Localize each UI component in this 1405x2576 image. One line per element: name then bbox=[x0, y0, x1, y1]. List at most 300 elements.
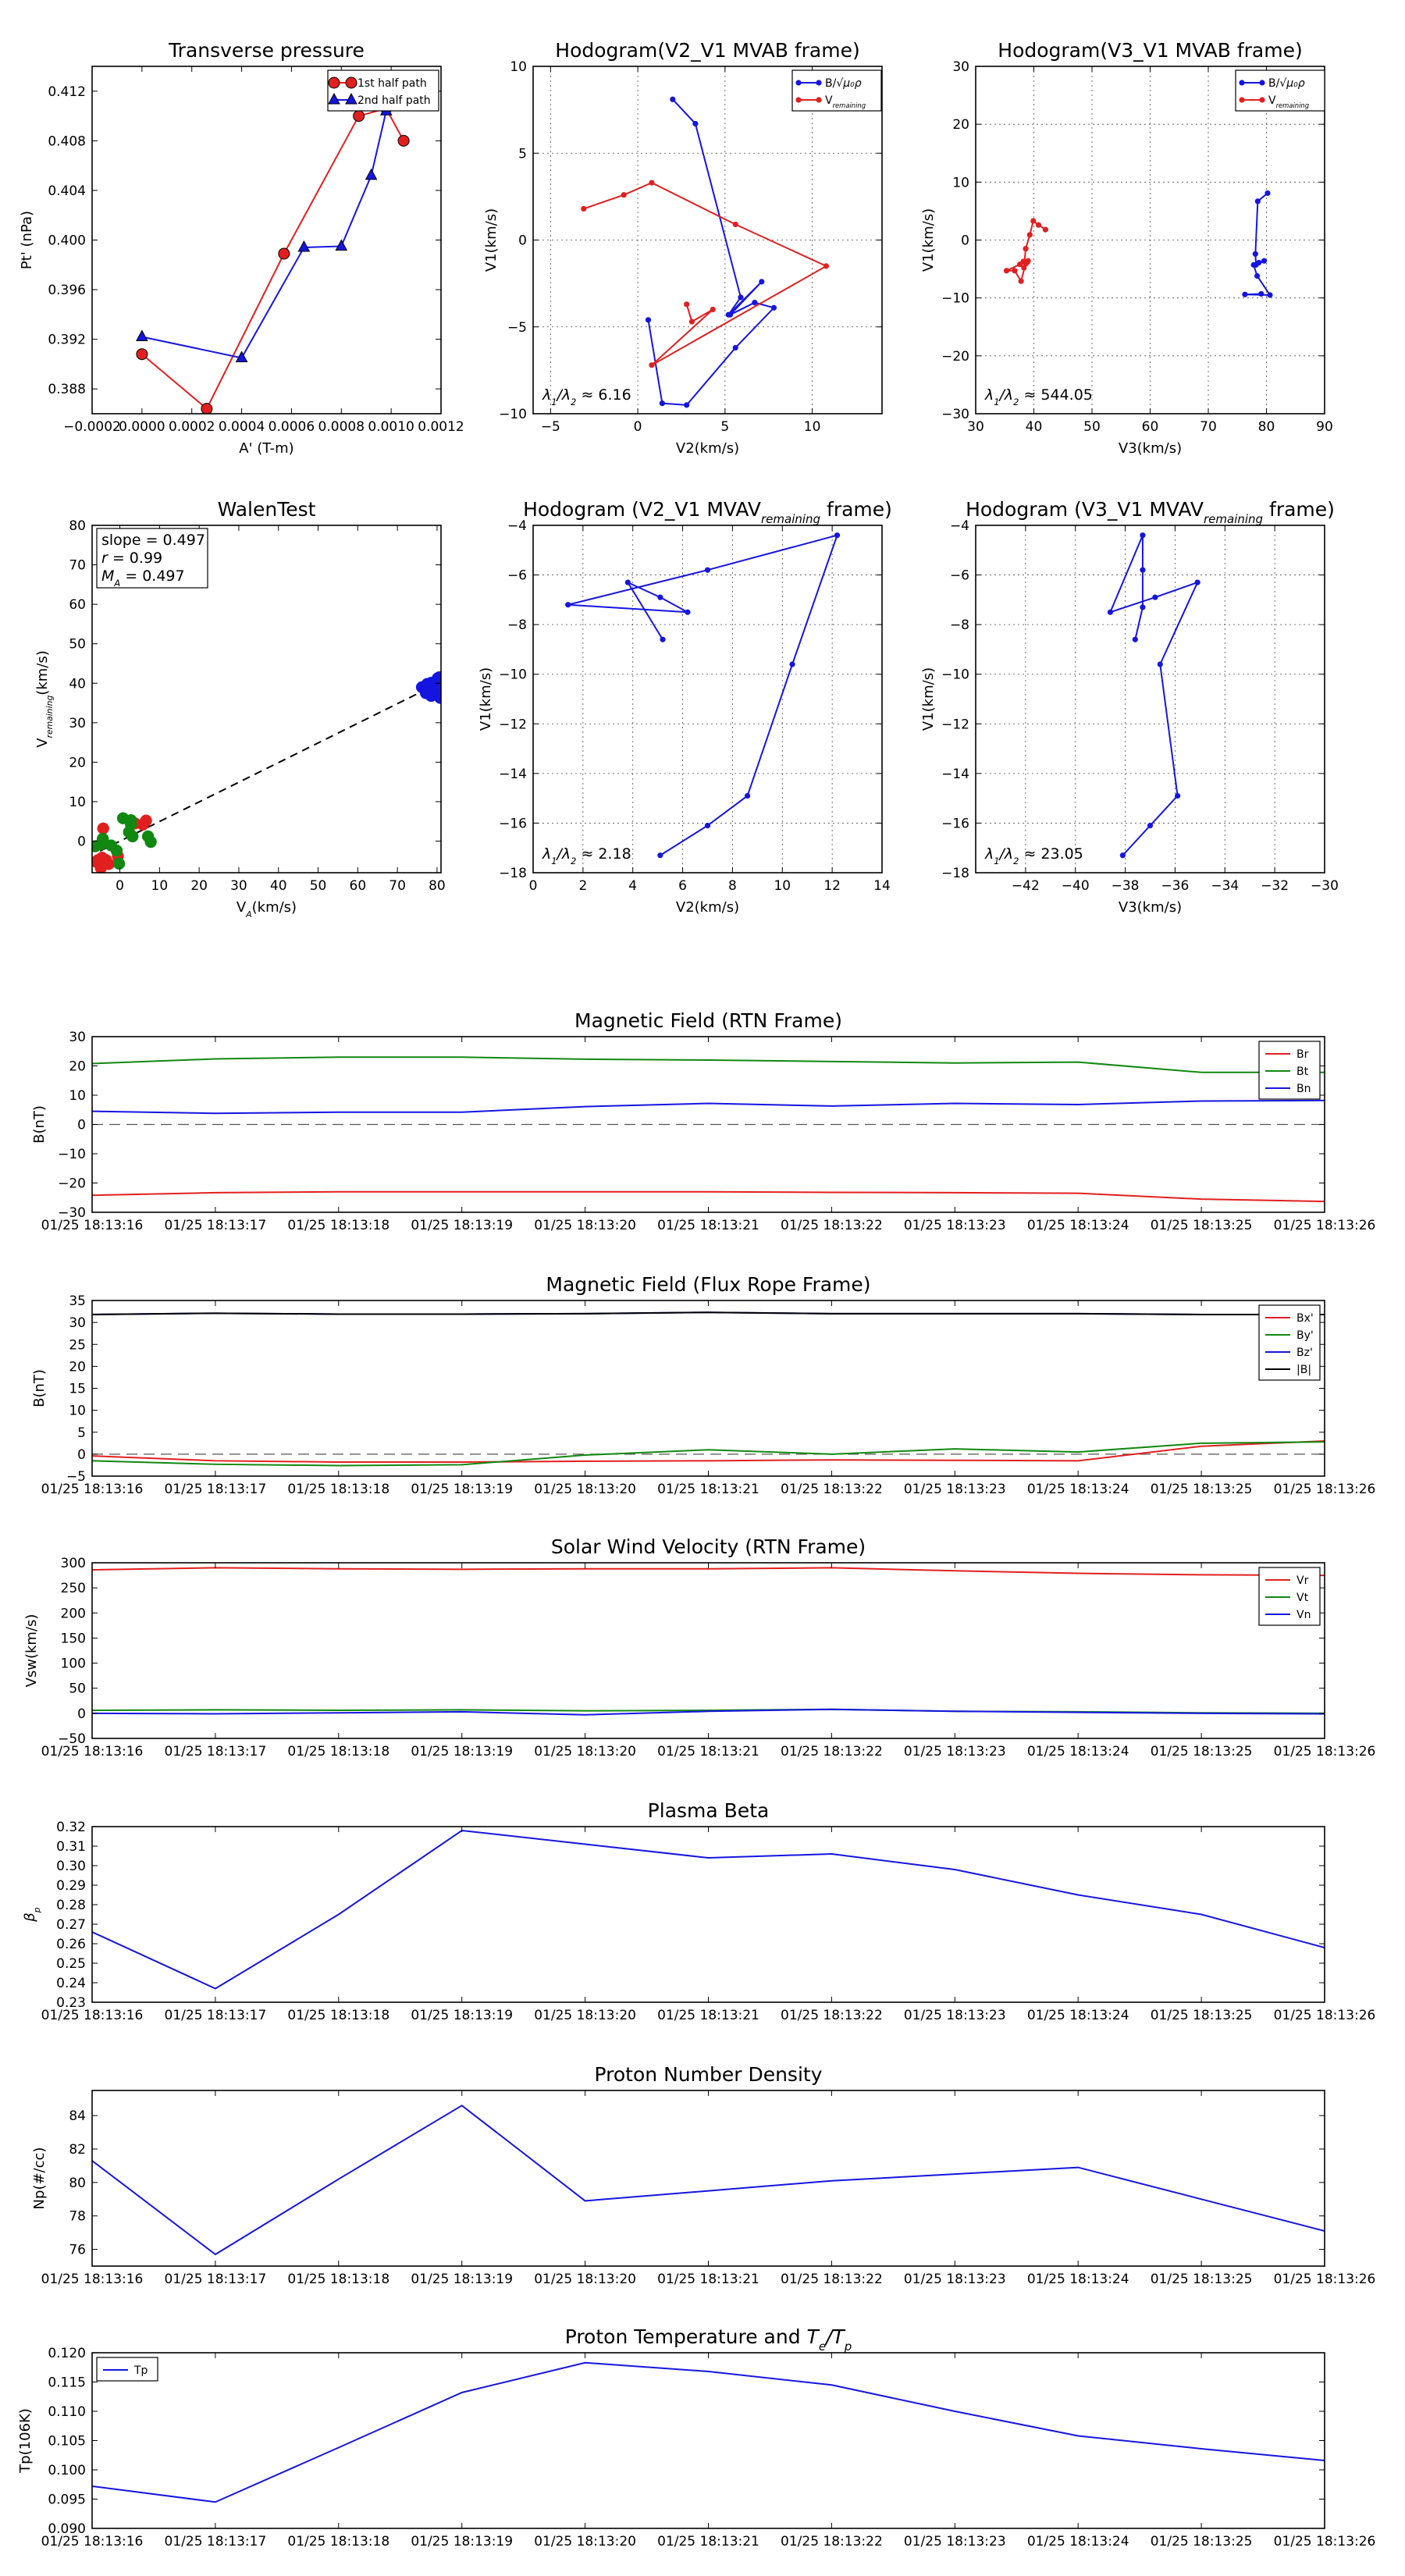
y-tick-label: −10 bbox=[499, 667, 527, 683]
x-tick-label: 01/25 18:13:25 bbox=[1150, 1744, 1253, 1759]
x-tick-label: 01/25 18:13:22 bbox=[781, 1482, 883, 1497]
y-axis-label: B(nT) bbox=[31, 1369, 48, 1407]
y-tick-label: 0.412 bbox=[48, 84, 86, 100]
y-tick-label: 0.110 bbox=[48, 2404, 86, 2420]
y-tick-label: 0.100 bbox=[48, 2463, 86, 2478]
x-tick-label: 01/25 18:13:19 bbox=[411, 1218, 514, 1233]
series-line bbox=[92, 2363, 1325, 2503]
y-tick-label: −5 bbox=[507, 319, 527, 336]
x-tick-label: 01/25 18:13:16 bbox=[41, 1744, 144, 1759]
y-tick-label: 60 bbox=[69, 597, 86, 614]
x-tick-label: 01/25 18:13:24 bbox=[1026, 1744, 1129, 1759]
y-tick-label: 0.29 bbox=[56, 1878, 86, 1894]
y-tick-label: 10 bbox=[69, 1403, 86, 1419]
data-point bbox=[705, 568, 710, 573]
x-tick-label: 01/25 18:13:22 bbox=[781, 1744, 883, 1759]
y-axis-label: $\beta_p$ bbox=[22, 1907, 42, 1922]
x-tick-label: 0.0006 bbox=[268, 419, 315, 435]
data-point bbox=[1261, 258, 1267, 264]
y-tick-label: 250 bbox=[60, 1581, 86, 1597]
x-tick-label: 80 bbox=[1257, 419, 1275, 435]
y-tick-label: 84 bbox=[69, 2108, 86, 2125]
x-tick-label: 01/25 18:13:24 bbox=[1026, 1218, 1129, 1233]
x-tick-label: 20 bbox=[190, 878, 208, 894]
y-tick-label: −18 bbox=[941, 866, 969, 881]
x-tick-label: 01/25 18:13:25 bbox=[1150, 2272, 1253, 2287]
legend-label: 1st half path bbox=[357, 77, 427, 90]
y-tick-label: 0.400 bbox=[48, 233, 86, 249]
data-point bbox=[834, 532, 840, 538]
data-point bbox=[354, 111, 365, 122]
x-tick-label: −34 bbox=[1211, 878, 1240, 894]
legend-label: Br bbox=[1297, 1048, 1309, 1061]
x-tick-label: 0.0002 bbox=[168, 419, 215, 435]
data-point bbox=[660, 400, 665, 406]
walen-slope: slope = 0.497 bbox=[101, 532, 205, 549]
data-point bbox=[565, 602, 571, 607]
x-tick-label: 6 bbox=[678, 878, 687, 894]
chart-title: Hodogram(V3_V1 MVAB frame) bbox=[998, 39, 1303, 62]
data-point bbox=[201, 404, 212, 415]
x-tick-label: 01/25 18:13:23 bbox=[903, 1482, 1006, 1497]
data-point bbox=[1027, 232, 1033, 237]
y-tick-label: −50 bbox=[58, 1731, 86, 1747]
x-tick-label: 01/25 18:13:17 bbox=[164, 1218, 267, 1233]
x-tick-label: 01/25 18:13:19 bbox=[411, 2272, 514, 2287]
chart-h2 bbox=[920, 39, 1333, 457]
x-tick-label: 01/25 18:13:20 bbox=[534, 2272, 636, 2287]
data-point bbox=[738, 294, 743, 300]
eigen-ratio-annotation: $\lambda_1/\lambda_2 \approx 2.18$ bbox=[542, 845, 631, 866]
chart-title: Proton Number Density bbox=[594, 2063, 823, 2086]
y-tick-label: −30 bbox=[58, 1205, 86, 1221]
x-tick-label: 01/25 18:13:26 bbox=[1273, 1218, 1376, 1233]
y-tick-label: 200 bbox=[60, 1606, 86, 1622]
y-tick-label: 0.120 bbox=[48, 2346, 86, 2361]
x-tick-label: 0.0000 bbox=[119, 419, 165, 435]
walen-ma: $M_A = 0.497$ bbox=[101, 568, 185, 589]
legend-marker bbox=[1259, 80, 1264, 85]
data-point bbox=[1267, 292, 1272, 297]
x-tick-label: 01/25 18:13:25 bbox=[1150, 2534, 1253, 2549]
data-point bbox=[649, 180, 654, 185]
x-tick-label: 01/25 18:13:20 bbox=[534, 2008, 636, 2023]
legend-marker bbox=[795, 80, 801, 85]
data-point bbox=[142, 831, 154, 842]
y-tick-label: 30 bbox=[952, 59, 969, 75]
x-tick-label: 01/25 18:13:18 bbox=[287, 1482, 390, 1497]
plot-frame bbox=[92, 2353, 1325, 2528]
x-tick-label: 5 bbox=[720, 419, 730, 435]
y-tick-label: 78 bbox=[69, 2208, 86, 2225]
chart-np bbox=[31, 2063, 1375, 2287]
legend-label: Bn bbox=[1297, 1083, 1311, 1095]
y-tick-label: 50 bbox=[69, 636, 86, 653]
x-tick-label: 10 bbox=[774, 878, 791, 894]
y-tick-label: 0.25 bbox=[56, 1956, 86, 1972]
y-tick-label: −14 bbox=[499, 766, 527, 782]
x-tick-label: −0.0002 bbox=[63, 419, 121, 435]
y-tick-label: 76 bbox=[69, 2242, 86, 2258]
x-tick-label: 01/25 18:13:24 bbox=[1026, 2272, 1129, 2287]
x-tick-label: 30 bbox=[967, 419, 984, 435]
x-tick-label: 01/25 18:13:16 bbox=[41, 2008, 144, 2023]
chart-h4 bbox=[920, 498, 1339, 916]
x-tick-label: 01/25 18:13:16 bbox=[41, 2272, 144, 2287]
x-tick-label: 01/25 18:13:25 bbox=[1150, 2008, 1253, 2023]
x-tick-label: 90 bbox=[1316, 419, 1333, 435]
data-point bbox=[621, 192, 627, 197]
series-line bbox=[92, 1312, 1325, 1315]
legend-marker bbox=[329, 77, 340, 88]
data-point bbox=[1253, 251, 1258, 257]
data-point bbox=[137, 330, 148, 340]
y-tick-label: 100 bbox=[60, 1656, 86, 1672]
x-tick-label: 50 bbox=[309, 878, 327, 894]
x-tick-label: 01/25 18:13:26 bbox=[1273, 1482, 1376, 1497]
y-tick-label: −4 bbox=[949, 518, 969, 534]
x-axis-label: $V_A(km/s)$ bbox=[236, 899, 297, 920]
y-tick-label: 0.392 bbox=[48, 332, 86, 348]
y-tick-label: 0.105 bbox=[48, 2433, 86, 2450]
x-tick-label: 01/25 18:13:21 bbox=[657, 1218, 759, 1233]
chart-title: WalenTest bbox=[217, 498, 316, 521]
x-tick-label: 01/25 18:13:20 bbox=[534, 1218, 636, 1233]
x-tick-label: 01/25 18:13:26 bbox=[1273, 2534, 1376, 2549]
data-point bbox=[657, 595, 663, 600]
series-line bbox=[92, 2105, 1325, 2254]
data-point bbox=[649, 362, 654, 368]
plot-area bbox=[565, 532, 840, 858]
data-point bbox=[823, 263, 829, 269]
y-tick-label: −10 bbox=[499, 407, 527, 422]
y-tick-label: 80 bbox=[69, 518, 86, 534]
eigen-ratio-annotation: $\lambda_1/\lambda_2 \approx 23.05$ bbox=[985, 845, 1083, 866]
x-axis-label: V3(km/s) bbox=[1118, 440, 1183, 457]
y-axis-label: Np(#/cc) bbox=[31, 2147, 48, 2210]
legend-label: Vt bbox=[1297, 1592, 1309, 1604]
x-tick-label: 01/25 18:13:19 bbox=[411, 2534, 514, 2549]
y-axis-label: $V_{remaining}(km/s)$ bbox=[34, 650, 55, 748]
eigen-ratio-annotation: $\lambda_1/\lambda_2 \approx 544.05$ bbox=[985, 386, 1093, 407]
data-point bbox=[646, 317, 651, 322]
x-axis-label: V3(km/s) bbox=[1118, 899, 1183, 916]
y-tick-label: 0 bbox=[961, 233, 969, 249]
chart-h1 bbox=[483, 39, 882, 457]
data-point bbox=[684, 301, 689, 307]
y-tick-label: −20 bbox=[58, 1176, 86, 1192]
y-tick-label: 0.26 bbox=[56, 1937, 86, 1952]
data-point bbox=[752, 300, 757, 305]
y-axis-label: V1(km/s) bbox=[483, 208, 500, 272]
x-tick-label: 01/25 18:13:23 bbox=[903, 2272, 1006, 2287]
y-tick-label: 0.095 bbox=[48, 2492, 86, 2508]
x-tick-label: 70 bbox=[389, 878, 406, 894]
data-point bbox=[125, 819, 137, 831]
x-tick-label: 0 bbox=[633, 419, 642, 435]
x-tick-label: 01/25 18:13:17 bbox=[164, 1482, 267, 1497]
x-tick-label: 01/25 18:13:20 bbox=[534, 1482, 636, 1497]
data-point bbox=[1255, 198, 1261, 204]
data-point bbox=[1025, 259, 1030, 265]
legend-label: 2nd half path bbox=[357, 94, 431, 107]
x-tick-label: 0.0008 bbox=[318, 419, 365, 435]
x-tick-label: 40 bbox=[269, 878, 287, 894]
x-tick-label: 01/25 18:13:18 bbox=[287, 1744, 390, 1759]
y-tick-label: 0.28 bbox=[56, 1898, 86, 1913]
data-point bbox=[1133, 637, 1138, 642]
legend-marker bbox=[1239, 80, 1244, 85]
eigen-ratio-annotation: $\lambda_1/\lambda_2 \approx 6.16$ bbox=[542, 386, 631, 407]
y-tick-label: 0.115 bbox=[48, 2375, 86, 2391]
data-point bbox=[1043, 227, 1048, 233]
x-tick-label: 01/25 18:13:17 bbox=[164, 2534, 267, 2549]
y-tick-label: −20 bbox=[941, 348, 969, 365]
data-point bbox=[1195, 580, 1200, 585]
data-point bbox=[733, 222, 738, 227]
data-point bbox=[1012, 268, 1017, 273]
data-point bbox=[1256, 260, 1261, 265]
y-tick-label: −12 bbox=[499, 717, 527, 733]
x-tick-label: 0.0004 bbox=[218, 419, 265, 435]
data-point bbox=[733, 345, 738, 350]
y-tick-label: 0.396 bbox=[48, 283, 86, 299]
data-point bbox=[298, 241, 309, 251]
plot-area bbox=[137, 103, 409, 415]
x-tick-label: 01/25 18:13:23 bbox=[903, 1218, 1006, 1233]
x-tick-label: 01/25 18:13:20 bbox=[534, 1744, 636, 1759]
x-tick-label: 01/25 18:13:16 bbox=[41, 1482, 144, 1497]
x-tick-label: 14 bbox=[873, 878, 891, 894]
y-tick-label: −18 bbox=[499, 866, 527, 881]
series-line bbox=[1245, 193, 1270, 295]
x-axis-label: V2(km/s) bbox=[675, 899, 740, 916]
y-axis-label: B(nT) bbox=[31, 1105, 48, 1144]
legend-marker bbox=[1239, 97, 1244, 102]
data-point bbox=[657, 852, 663, 858]
x-tick-label: 01/25 18:13:18 bbox=[287, 1218, 390, 1233]
plot-area bbox=[92, 1057, 1325, 1201]
x-tick-label: 01/25 18:13:26 bbox=[1273, 2008, 1376, 2023]
y-tick-label: −4 bbox=[507, 518, 527, 534]
chart-title: Magnetic Field (RTN Frame) bbox=[574, 1009, 842, 1032]
data-point bbox=[97, 833, 108, 845]
x-tick-label: 01/25 18:13:19 bbox=[411, 1744, 514, 1759]
chart-title: Proton Temperature and $T_e/T_p$ bbox=[564, 2325, 852, 2354]
walen-r: r = 0.99 bbox=[101, 550, 163, 567]
legend-label: $V_{remaining}$ bbox=[1268, 94, 1310, 109]
legend-marker bbox=[816, 80, 821, 85]
legend-label: Tp bbox=[134, 2364, 148, 2377]
x-tick-label: 40 bbox=[1025, 419, 1043, 435]
plot-frame bbox=[92, 1827, 1325, 2002]
data-point bbox=[581, 206, 586, 212]
data-point bbox=[705, 823, 710, 828]
y-tick-label: −16 bbox=[499, 816, 527, 832]
legend-label: Vr bbox=[1297, 1574, 1309, 1587]
y-tick-label: 40 bbox=[69, 676, 86, 692]
data-point bbox=[1140, 604, 1145, 610]
plot-area bbox=[92, 1831, 1325, 1989]
y-tick-label: 10 bbox=[69, 794, 86, 810]
x-tick-label: 01/25 18:13:18 bbox=[287, 2534, 390, 2549]
y-tick-label: −5 bbox=[66, 1469, 86, 1485]
plot-area bbox=[92, 2105, 1325, 2254]
data-point bbox=[398, 135, 409, 146]
x-tick-label: 0.0010 bbox=[368, 419, 414, 435]
data-point bbox=[771, 305, 777, 311]
data-point bbox=[111, 845, 123, 856]
x-tick-label: 8 bbox=[728, 878, 737, 894]
data-point bbox=[1147, 823, 1153, 828]
x-tick-label: −5 bbox=[540, 419, 560, 435]
x-tick-label: 01/25 18:13:23 bbox=[903, 2008, 1006, 2023]
chart-title: Plasma Beta bbox=[647, 1799, 770, 1822]
y-tick-label: 10 bbox=[69, 1088, 86, 1104]
data-point bbox=[1251, 262, 1257, 268]
y-axis-label: V1(km/s) bbox=[920, 667, 937, 731]
x-tick-label: 80 bbox=[429, 878, 446, 894]
legend-label: By' bbox=[1297, 1329, 1314, 1342]
chart-mag_fr bbox=[31, 1273, 1375, 1497]
x-tick-label: 01/25 18:13:17 bbox=[164, 2272, 267, 2287]
x-tick-label: 30 bbox=[230, 878, 247, 894]
y-tick-label: 25 bbox=[69, 1337, 86, 1354]
y-tick-label: 0.090 bbox=[48, 2521, 86, 2537]
x-tick-label: 01/25 18:13:25 bbox=[1150, 1218, 1253, 1233]
data-point bbox=[1108, 610, 1113, 615]
plot-frame bbox=[976, 525, 1325, 873]
x-tick-label: −38 bbox=[1111, 878, 1140, 894]
series-line bbox=[92, 1831, 1325, 1989]
x-axis-label: A' (T-m) bbox=[239, 440, 294, 457]
y-tick-label: 0.32 bbox=[56, 1820, 86, 1835]
series-line bbox=[92, 1057, 1325, 1073]
y-tick-label: 20 bbox=[69, 1359, 86, 1375]
data-point bbox=[126, 831, 138, 842]
x-tick-label: 60 bbox=[349, 878, 367, 894]
fit-line bbox=[100, 684, 437, 851]
x-tick-label: 01/25 18:13:22 bbox=[781, 2272, 883, 2287]
x-tick-label: 4 bbox=[628, 878, 638, 894]
series-line bbox=[568, 535, 838, 856]
data-point bbox=[684, 402, 689, 407]
x-tick-label: 0 bbox=[116, 878, 124, 894]
x-tick-label: 10 bbox=[151, 878, 169, 894]
plot-area bbox=[1004, 190, 1273, 298]
x-tick-label: 50 bbox=[1083, 419, 1101, 435]
y-tick-label: 20 bbox=[69, 1059, 86, 1075]
y-tick-label: 0.24 bbox=[56, 1976, 86, 1991]
chart-title: Hodogram (V2_V1 $MVAV_{remaining}$ frame) bbox=[523, 498, 892, 526]
x-tick-label: 01/25 18:13:18 bbox=[287, 2272, 390, 2287]
series-line bbox=[92, 1101, 1325, 1114]
y-tick-label: −30 bbox=[941, 407, 969, 422]
y-tick-label: 0.31 bbox=[56, 1839, 86, 1855]
y-tick-label: −14 bbox=[941, 766, 969, 782]
data-point bbox=[1140, 532, 1145, 538]
chart-tp2 bbox=[17, 2325, 1375, 2549]
chart-title: Hodogram (V3_V1 $MVAV_{remaining}$ frame) bbox=[966, 498, 1335, 526]
chart-title: Solar Wind Velocity (RTN Frame) bbox=[550, 1535, 866, 1558]
y-tick-label: 35 bbox=[69, 1293, 86, 1309]
x-tick-label: 01/25 18:13:25 bbox=[1150, 1482, 1253, 1497]
data-point bbox=[1258, 291, 1264, 297]
data-point bbox=[1004, 268, 1009, 273]
x-tick-label: −42 bbox=[1011, 878, 1040, 894]
x-tick-label: 01/25 18:13:24 bbox=[1026, 2534, 1129, 2549]
chart-title: Transverse pressure bbox=[169, 39, 365, 62]
x-tick-label: 0 bbox=[528, 878, 538, 894]
y-tick-label: 0.27 bbox=[56, 1917, 86, 1933]
data-point bbox=[420, 687, 432, 699]
series-line bbox=[92, 1192, 1325, 1201]
x-axis-label: V2(km/s) bbox=[675, 440, 740, 457]
y-tick-label: 30 bbox=[69, 715, 86, 731]
y-tick-label: −16 bbox=[941, 816, 969, 832]
plot-frame bbox=[92, 66, 441, 414]
data-point bbox=[789, 661, 795, 667]
x-tick-label: 60 bbox=[1141, 419, 1159, 435]
y-tick-label: −10 bbox=[58, 1147, 86, 1162]
x-tick-label: 01/25 18:13:16 bbox=[41, 2534, 144, 2549]
plot-area bbox=[92, 1567, 1325, 1714]
data-point bbox=[1023, 246, 1028, 251]
y-tick-label: 0 bbox=[77, 1446, 86, 1463]
y-tick-label: 0.388 bbox=[48, 382, 86, 398]
x-tick-label: 01/25 18:13:23 bbox=[903, 1744, 1006, 1759]
data-point bbox=[625, 580, 631, 585]
y-tick-label: 20 bbox=[952, 117, 969, 133]
y-tick-label: 82 bbox=[69, 2142, 86, 2158]
y-axis-label: Tp(106K) bbox=[17, 2408, 34, 2473]
x-tick-label: −40 bbox=[1061, 878, 1090, 894]
y-tick-label: −6 bbox=[949, 568, 969, 584]
y-tick-label: 0 bbox=[518, 233, 527, 249]
legend-marker bbox=[1259, 97, 1264, 102]
x-tick-label: 10 bbox=[803, 419, 821, 435]
x-tick-label: 2 bbox=[578, 878, 588, 894]
y-tick-label: 0.30 bbox=[56, 1859, 86, 1874]
x-tick-label: 01/25 18:13:22 bbox=[781, 1218, 883, 1233]
data-point bbox=[727, 312, 733, 318]
y-axis-label: V1(km/s) bbox=[478, 667, 494, 731]
y-tick-label: 70 bbox=[69, 557, 86, 574]
data-point bbox=[1158, 661, 1163, 667]
data-point bbox=[1242, 292, 1247, 297]
x-tick-label: 70 bbox=[1200, 419, 1217, 435]
y-axis-label: Pt' (nPa) bbox=[19, 210, 35, 270]
series-line bbox=[584, 183, 827, 365]
y-tick-label: 0 bbox=[77, 1706, 86, 1722]
plot-area bbox=[92, 2363, 1325, 2503]
legend-label: |B| bbox=[1297, 1364, 1312, 1376]
chart-mag_rtn bbox=[31, 1009, 1375, 1233]
data-point bbox=[1264, 190, 1270, 196]
data-point bbox=[1140, 568, 1145, 573]
x-tick-label: 01/25 18:13:22 bbox=[781, 2534, 883, 2549]
y-tick-label: 5 bbox=[518, 146, 527, 162]
plot-frame bbox=[92, 2090, 1325, 2266]
plot-area bbox=[90, 671, 446, 873]
y-tick-label: −10 bbox=[941, 290, 969, 307]
x-tick-label: −36 bbox=[1161, 878, 1190, 894]
series-line bbox=[1110, 535, 1197, 856]
x-tick-label: 01/25 18:13:21 bbox=[657, 1744, 759, 1759]
series-line bbox=[649, 99, 774, 405]
legend-label: Bt bbox=[1297, 1066, 1309, 1078]
chart-tp bbox=[19, 39, 464, 457]
